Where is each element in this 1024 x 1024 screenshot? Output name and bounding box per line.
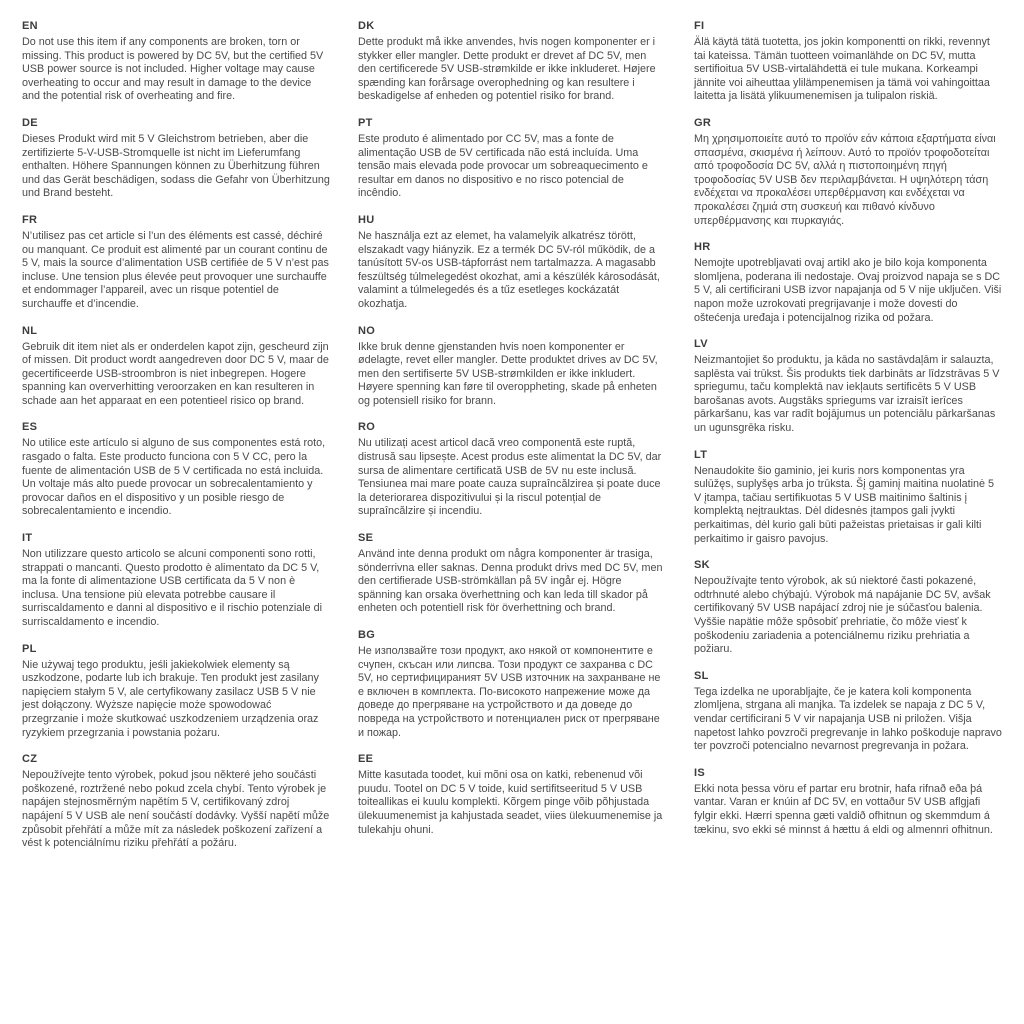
lang-text-sk: Nepoužívajte tento výrobok, ak sú niektoré časti pokazené, odtrhnuté alebo chýbajú. Výrobok má napájanie DC 5V, avšak certifikovaný 5V USB napájací zdroj nie je súčasťou balenia. Vyššie napätie môže spôsobiť prehriatie, čo môže viesť k poškodeniu zariadenia a potenciálnemu riziku prehriatia a požiaru.	[694, 575, 991, 656]
lang-code-no: NO	[358, 324, 376, 337]
lang-code-gr: GR	[694, 116, 712, 129]
lang-code-dk: DK	[358, 20, 375, 32]
lang-text-ro: Nu utilizați acest articol dacă vreo componentă este ruptă, distrusă sau lipsește. Acest produs este alimentat la DC 5V, dar sursa de alimentare certificată USB de 5V nu este inclusă. Tensiunea mai mare poate cauza supraîncălzirea și poate duce la deteriorarea dispozitivului și la riscul potențial de supraîncălzire și incendiu.	[358, 437, 662, 518]
lang-section-lt	[694, 449, 1002, 547]
lang-section-it	[22, 532, 330, 630]
lang-code-ee: EE	[358, 753, 374, 766]
lang-section-hu	[358, 214, 666, 312]
lang-section-sk	[694, 559, 1002, 657]
lang-text-pl: Nie używaj tego produktu, jeśli jakiekolwiek elementy są uszkodzone, podarte lub ich brakuje. Ten produkt jest zasilany napięciem stałym 5 V, ale certyfikowany zasilacz USB 5 V nie jest dołączony. Wyższe napięcie może spowodować przegrzanie i może skutkować uszkodzeniem urządzenia oraz ryzykiem przegrzania i powstania pożaru.	[22, 658, 319, 739]
lang-code-nl: NL	[22, 324, 38, 337]
lang-code-es: ES	[22, 421, 38, 434]
lang-code-fi: FI	[694, 20, 705, 32]
lang-section-sl	[694, 670, 1002, 754]
lang-code-hr: HR	[694, 241, 711, 254]
lang-section-de	[22, 117, 330, 201]
lang-code-sl: SL	[694, 669, 709, 682]
lang-section-ee	[358, 753, 666, 837]
lang-code-pl: PL	[22, 642, 37, 655]
lang-section-is	[694, 767, 1002, 837]
lang-code-hu: HU	[358, 213, 375, 226]
lang-text-es: No utilice este artículo si alguno de sus componentes está roto, rasgado o falta. Este producto funciona con 5 V CC, pero la fuente de alimentación USB de 5 V certificada no está incluida. Un voltaje más alto puede provocar un sobrecalentamiento y provocar daños en el dispositivo y un posible riesgo de sobrecalentamiento e incendio.	[22, 437, 326, 518]
lang-text-sl: Tega izdelka ne uporabljajte, če je katera koli komponenta zlomljena, strgana ali manjka. Ta izdelek se napaja z DC 5 V, vendar certificirani 5 V vir napajanja USB ni priložen. Višja napetost lahko povzroči pregrevanje in lahko poškoduje napravo ter povzroči potencialno nevarnost pregrevanja in požara.	[694, 685, 1002, 753]
lang-text-se: Använd inte denna produkt om några komponenter är trasiga, sönderrivna eller saknas. Denna produkt drivs med DC 5V, men den certifierade USB-strömkällan på 5V ingår ej. Högre spänning kan orsaka överhettning och kan leda till skador på enheten och potentiell risk för överhettning och brand.	[358, 548, 663, 615]
lang-text-lv: Neizmantojiet šo produktu, ja kāda no sastāvdaļām ir salauzta, saplēsta vai trūkst. Šis produkts tiek darbināts ar līdzstrāvas 5 V spriegumu, taču komplektā nav iekļauts sertificēts 5 V USB barošanas avots. Augstāks spriegums var izraisīt ierīces pārkaršanu, kas var radīt bojājumus un potenciālu pārkaršanas un ugunsgrēka risku.	[694, 354, 1000, 435]
lang-text-lt: Nenaudokite šio gaminio, jei kuris nors komponentas yra sulūžęs, suplyšęs arba jo trūksta. Šį gaminį maitina nuolatinė 5 V įtampa, tačiau sertifikuotas 5 V USB maitinimo šaltinis į komplektą neįtrauktas. Dėl didesnės įtampos gali įvykti perkaitimas, dėl kurio gali būti pažeistas prietaisas ir gali kilti perkaitimo ir gaisro pavojus.	[694, 464, 995, 545]
column-2	[358, 20, 666, 864]
lang-code-de: DE	[22, 116, 38, 129]
lang-section-lv	[694, 338, 1002, 436]
lang-code-se: SE	[358, 532, 374, 545]
lang-text-it: Non utilizzare questo articolo se alcuni componenti sono rotti, strappati o mancanti. Questo prodotto è alimentato da DC 5 V, ma la fonte di alimentazione USB certificata da 5 V non è inclusa. Una tensione più elevata potrebbe causare il surriscaldamento e danni al dispositivo e il rischio potenziale di surriscaldamento e incendio.	[22, 548, 323, 628]
lang-section-hr	[694, 241, 1002, 325]
lang-section-nl	[22, 325, 330, 409]
lang-text-fi: Älä käytä tätä tuotetta, jos jokin komponentti on rikki, revennyt tai kateissa. Tämän tuotteen voimanlähde on DC 5V, mutta sertifioitua 5V USB-virtalähdettä ei tule mukana. Korkeampi jännite voi aiheuttaa ylilämpenemisen ja tämä voi vahingoittaa laitetta ja lisätä ylikuumenemisen ja tulipalon riskiä.	[694, 36, 990, 103]
lang-code-is: IS	[694, 766, 705, 779]
lang-section-pl	[22, 643, 330, 741]
lang-code-lv: LV	[694, 338, 708, 351]
lang-text-pt: Este produto é alimentado por CC 5V, mas a fonte de alimentação USB de 5V certificada não está incluída. Uma tensão mais elevada pode provocar um sobreaquecimento e resultar em danos no dispositivo e no risco potencial de incêndio.	[358, 132, 648, 200]
lang-section-gr	[694, 117, 1002, 228]
lang-code-ro: RO	[358, 421, 376, 434]
lang-section-se	[358, 532, 666, 616]
lang-section-ro	[358, 421, 666, 519]
lang-section-en	[22, 20, 330, 104]
lang-section-fr	[22, 214, 330, 312]
lang-code-en: EN	[22, 20, 38, 32]
lang-section-pt	[358, 117, 666, 201]
lang-text-no: Ikke bruk denne gjenstanden hvis noen komponenter er ødelagte, revet eller mangler. Dette produktet drives av DC 5V, men den sertifiserte 5V USB-strømkilden er ikke inkludert. Høyere spenning kan føre til overoppheting, skade på enheten og potensiell risiko for brann.	[358, 340, 658, 407]
lang-text-dk: Dette produkt må ikke anvendes, hvis nogen komponenter er i stykker eller mangler. Dette produkt er drevet af DC 5V, men den certificerede 5V USB-strømkilde er ikke inkluderet. Højere spænding kan forårsage overophedning og kan resultere i beskadigelse af enheden og potentiel risiko for brand.	[358, 36, 656, 103]
lang-code-fr: FR	[22, 213, 38, 226]
lang-text-is: Ekki nota þessa vöru ef partar eru brotnir, hafa rifnað eða þá vantar. Varan er knúin af DC 5V, en vottaður 5V USB aflgjafi fylgir ekki. Hærri spenna gæti valdið ofhitnun og skemmdum á tækinu, svo ekki sé minnst á hættu á eldi og almennri ofhitnun.	[694, 782, 993, 836]
lang-code-lt: LT	[694, 448, 708, 461]
lang-section-cz	[22, 753, 330, 851]
lang-text-cz: Nepoužívejte tento výrobek, pokud jsou některé jeho součásti poškozené, roztržené nebo pokud zcela chybí. Tento výrobek je napájen stejnosměrným napětím 5 V, certifikovaný zdroj napájení 5 V USB ale není součástí dodávky. Vyšší napětí může způsobit přehřátí a může mít za následek poškození zařízení a vést k potenciálnímu riziku přehřátí a požáru.	[22, 769, 330, 850]
lang-section-no	[358, 325, 666, 409]
lang-section-bg	[358, 629, 666, 740]
lang-code-pt: PT	[358, 116, 373, 129]
lang-section-es	[22, 421, 330, 519]
lang-text-hu: Ne használja ezt az elemet, ha valamelyik alkatrész törött, elszakadt vagy hiányzik. Ez a termék DC 5V-ról működik, de a tanúsított 5V-os USB-tápforrást nem tartalmazza. A magasabb feszültség túlmelegedést okozhat, ami a készülék károsodását, valamint a túlmelegedés és a tűz esetleges kockázatát okozhatja.	[358, 229, 660, 310]
lang-code-sk: SK	[694, 559, 710, 572]
lang-code-cz: CZ	[22, 753, 38, 766]
lang-code-bg: BG	[358, 629, 376, 641]
lang-code-it: IT	[22, 532, 33, 545]
lang-text-en: Do not use this item if any components are broken, torn or missing. This product is powered by DC 5V, but the certified 5V USB power source is not included. Higher voltage may cause overheating to occur and may result in damage to the device and the potential risk of overheating and fire.	[22, 36, 324, 103]
lang-text-de: Dieses Produkt wird mit 5 V Gleichstrom betrieben, aber die zertifizierte 5-V-USB-Stromquelle ist nicht im Lieferumfang enthalten. Höhere Spannungen können zu Überhitzung führen und das Gerät beschädigen, sodass die Gefahr von Überhitzung und Brand besteht.	[22, 132, 330, 200]
column-1	[22, 20, 330, 864]
lang-text-fr: N’utilisez pas cet article si l’un des éléments est cassé, déchiré ou manquant. Ce produit est alimenté par un courant continu de 5 V, mais la source d’alimentation USB certifiée de 5 V n’est pas incluse. Une tension plus élevée peut provoquer une surchauffe et endommager l’appareil, avec un risque potentiel de surchauffe et d’incendie.	[22, 229, 329, 310]
lang-text-bg: Не използвайте този продукт, ако някой от компонентите е счупен, скъсан или липсва. Този продукт се захранва с DC 5V, но сертифицираният 5V USB източник на захранване не е включен в комплекта. По-високото напрежение може да доведе до прегряване на устройството и да доведе до повреда на устройството и потенциален риск от прегряване и пожар.	[358, 645, 661, 739]
column-3	[694, 20, 1002, 864]
lang-text-hr: Nemojte upotrebljavati ovaj artikl ako je bilo koja komponenta slomljena, poderana ili nedostaje. Ovaj proizvod napaja se s DC 5 V, ali certificirani USB izvor napajanja od 5 V nije uključen. Viši napon može uzrokovati pregrijavanje i može dovesti do oštećenja uređaja i potencijalnog rizika od požara.	[694, 257, 1002, 324]
lang-text-nl: Gebruik dit item niet als er onderdelen kapot zijn, gescheurd zijn of missen. Dit product wordt aangedreven door DC 5 V, maar de gecertificeerde USB-stroombron is niet inbegrepen. Hogere spanning kan oververhitting veroorzaken en kan resulteren in schade aan het apparaat en een potentieel risico op brand.	[22, 340, 329, 407]
lang-text-ee: Mitte kasutada toodet, kui mõni osa on katki, rebenenud või puudu. Tootel on DC 5 V toide, kuid sertifitseeritud 5 V USB toiteallikas ei kuulu komplekti. Kõrgem pinge võib põhjustada ülekuumenemist ja kahjustada seadet, viies ülekuumenemise ja tulekahju ohuni.	[358, 769, 663, 836]
lang-text-gr: Μη χρησιμοποιείτε αυτό το προϊόν εάν κάποια εξαρτήματα είναι σπασμένα, σκισμένα ή λείπουν. Αυτό το προϊόν τροφοδοτείται από τροφοδοσία DC 5V, αλλά η πιστοποιημένη πηγή τροφοδοσίας 5V USB δεν περιλαμβάνεται. Η υψηλότερη τάση ενδέχεται να προκαλέσει υπερθέρμανση και ενδέχεται να προκαλέσει ζημιά στη συσκευή και πιθανό κίνδυνο υπερθέρμανσης και πυρκαγιάς.	[694, 132, 996, 227]
lang-section-dk	[358, 20, 666, 104]
lang-section-fi	[694, 20, 1002, 104]
